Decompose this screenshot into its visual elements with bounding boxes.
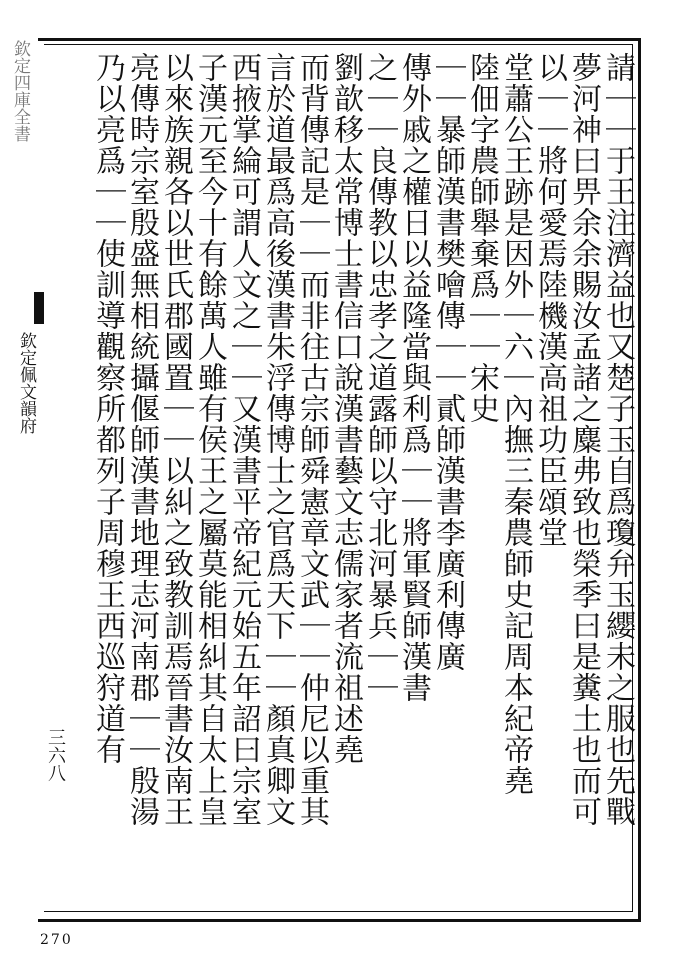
text-column-5: 陸佃字農師舉棄爲｜｜宋史 xyxy=(464,52,499,424)
page-number: 三六八 xyxy=(45,728,66,782)
text-column-14: 以來族親各以世氏郡國置｜｜以糾之致教訓焉晉書汝南王 xyxy=(158,52,193,827)
text-column-9: 劉歆移太常博士書信口說漢書藝文志儒家者流祖述堯 xyxy=(328,52,363,765)
text-column-7: 傳外戚之權日以益隆當與利爲｜｜將軍賢師漢書 xyxy=(396,52,431,703)
margin-title: 欽定佩文韻府 xyxy=(16,332,36,434)
text-column-6: ｜｜暴師漢書樊噲傳｜｜貳師漢書李廣利傳廣 xyxy=(430,52,465,672)
text-column-13: 子漢元至今十有餘萬人雖有侯王之屬莫能相糾其自太上皇 xyxy=(192,52,227,827)
margin-black-mark xyxy=(34,292,44,324)
text-column-2: 夢河神曰畀余余賜汝孟諸之麋弗致也榮季曰是糞土也而可 xyxy=(566,52,601,827)
text-column-1: 請｜｜于王注濟益也又楚子玉自爲瓊弁玉纓未之服也先戰 xyxy=(600,52,635,827)
text-column-15: 亮傳時宗室殷盛無相統攝偃師漢書地理志河南郡｜｜殷湯 xyxy=(124,52,159,827)
margin-title-faded: 欽定四庫全書 xyxy=(10,40,30,142)
text-column-3: 以｜｜將何愛焉陸機漢高祖功臣頌堂 xyxy=(532,52,567,548)
text-column-11: 言於道最爲高後漢書朱浮傳博士之官爲天下｜｜顏真卿文 xyxy=(260,52,295,827)
text-column-16: 乃以亮爲｜｜使訓導觀察所都列子周穆王西巡狩道有 xyxy=(90,52,125,765)
text-column-4: 堂蕭公王跡是因外｜六｜內撫三秦農師史記周本紀帝堯 xyxy=(498,52,533,796)
text-column-8: 之｜｜良傳教以忠孝之道露師以守北河暴兵｜｜ xyxy=(362,52,397,703)
text-column-12: 西掖掌綸可謂人文之｜｜又漢書平帝紀元始五年詔曰宗室 xyxy=(226,52,261,827)
text-column-10: 而背傳記是｜｜而非往古宗師舜憲章文武｜｜仲尼以重其 xyxy=(294,52,329,827)
footer-number: 270 xyxy=(40,932,73,948)
